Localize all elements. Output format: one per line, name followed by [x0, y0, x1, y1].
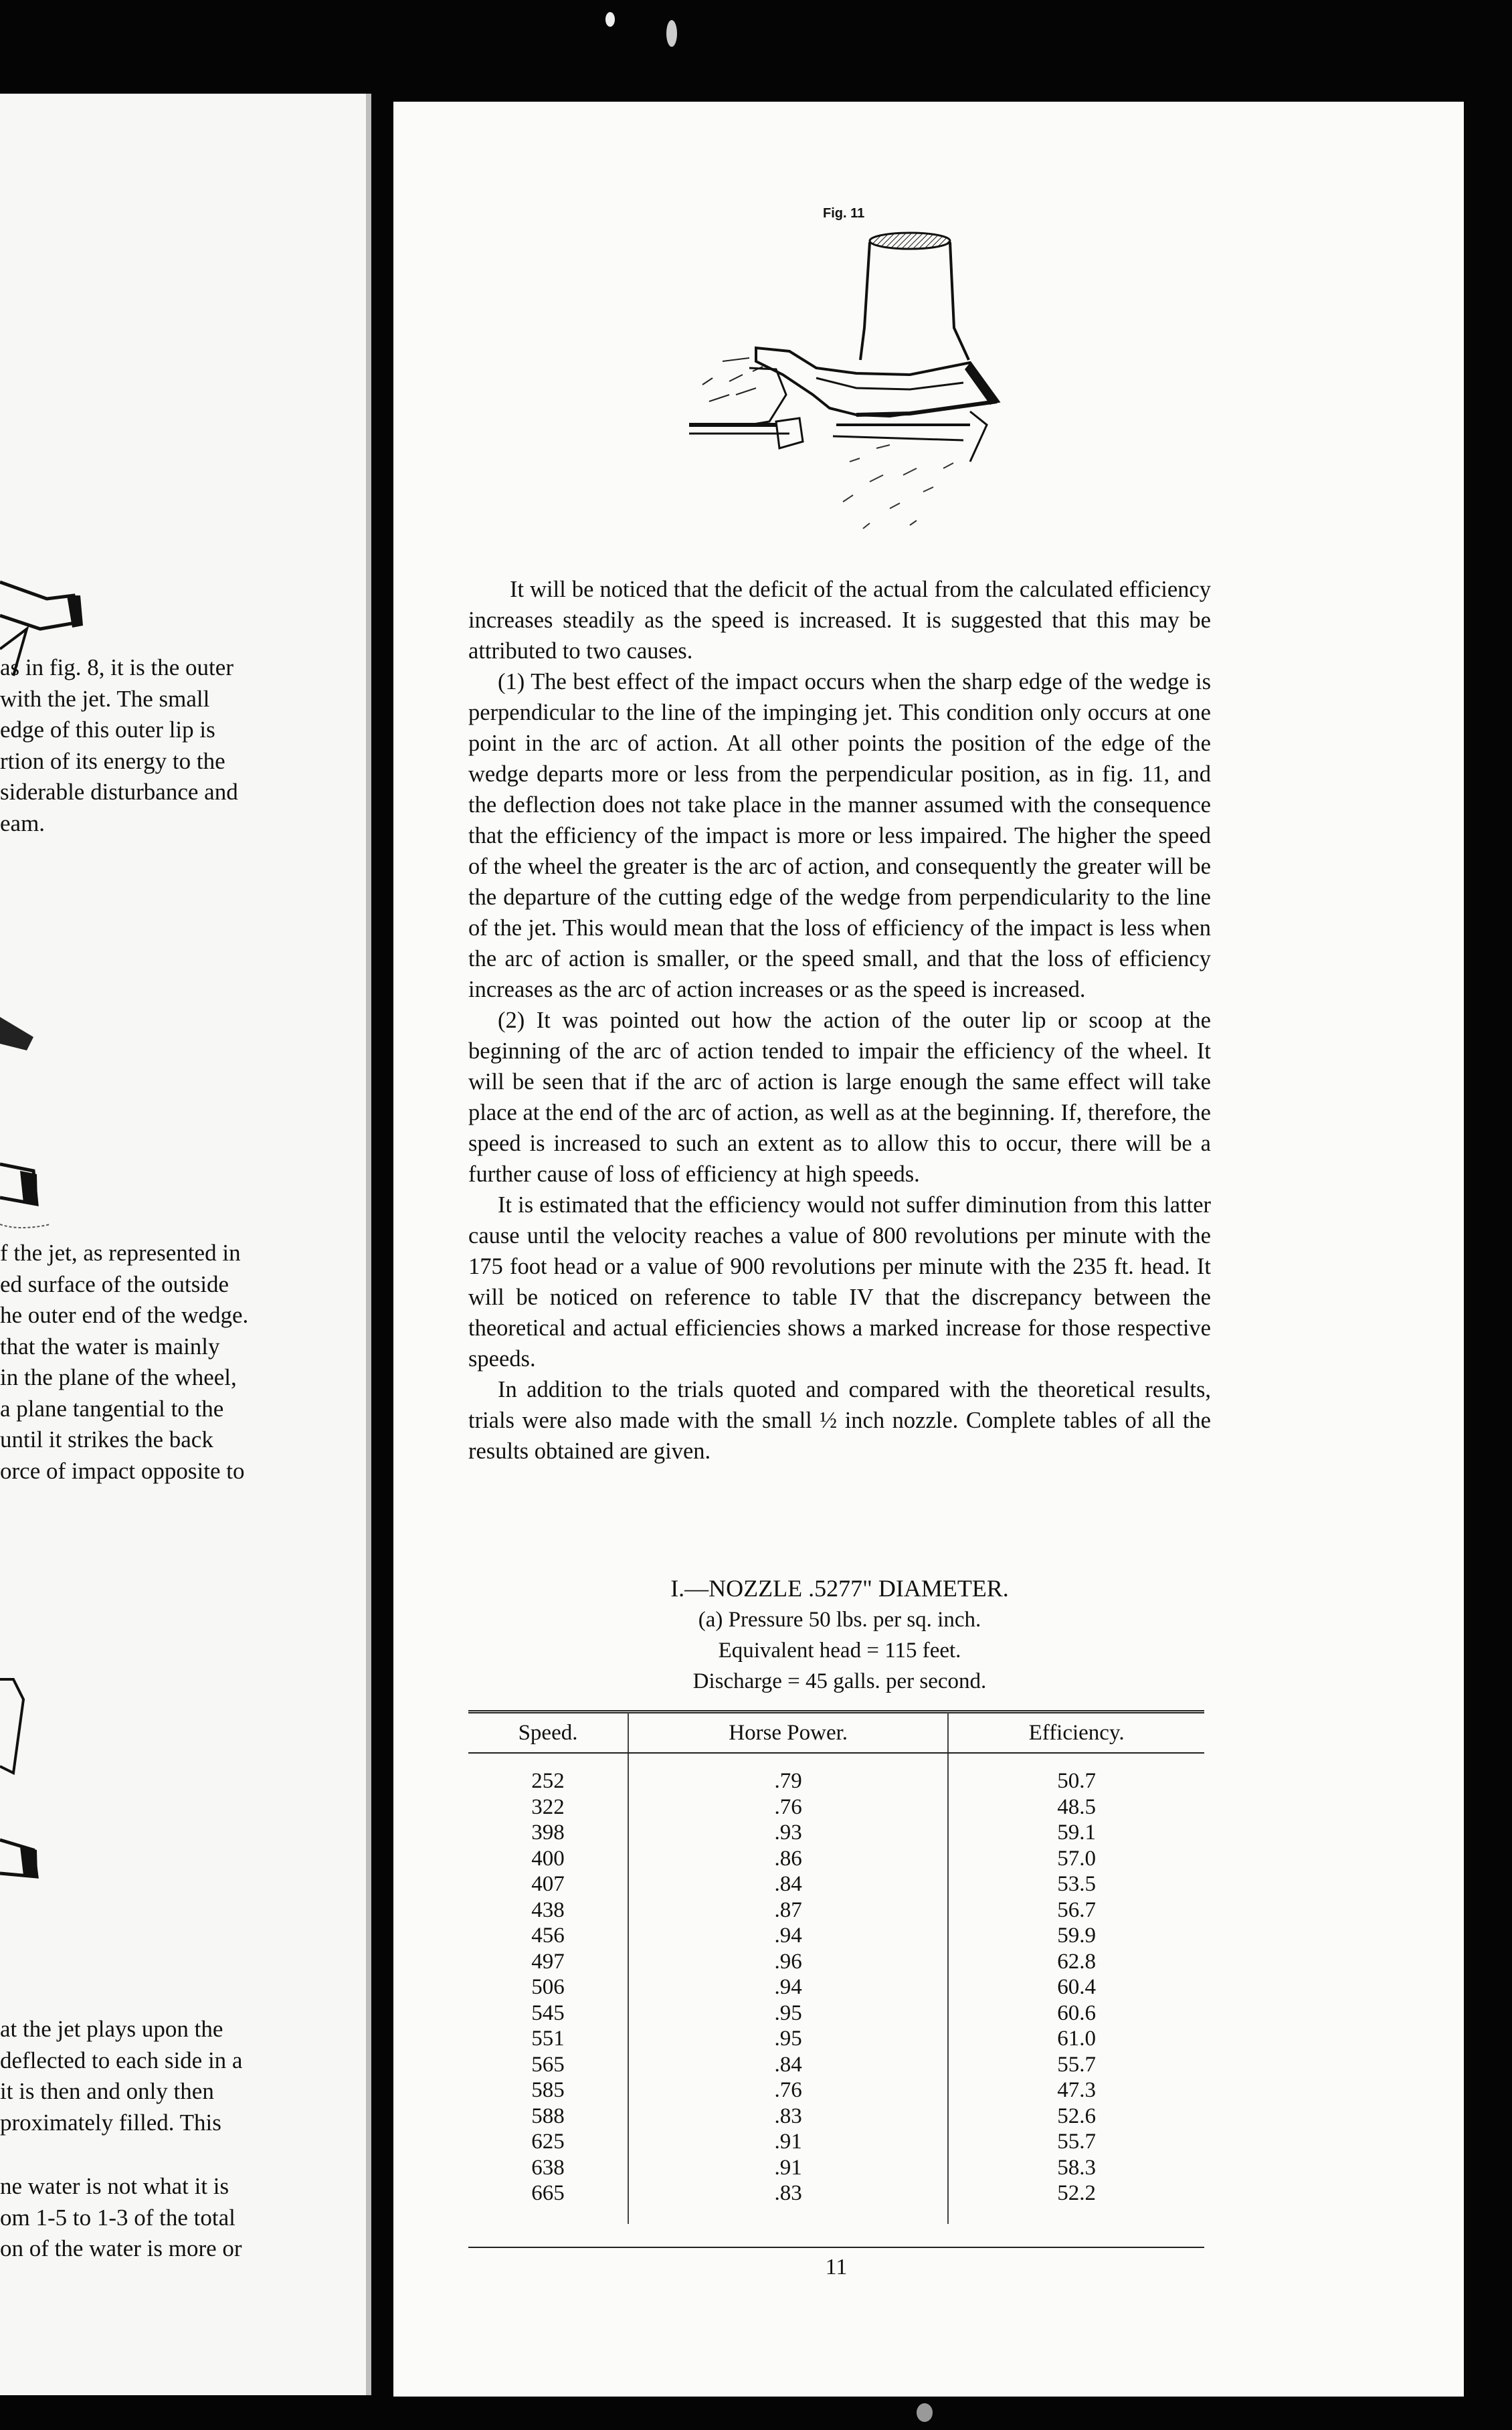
cell-efficiency: 50.7	[948, 1753, 1204, 1794]
facing-line: until it strikes the back	[0, 1426, 213, 1453]
facing-text-block-d	[0, 2171, 242, 2265]
cell-speed: 400	[531, 1846, 565, 1871]
cell-efficiency: 57.0	[948, 1846, 1204, 1872]
scan-speck	[605, 12, 615, 27]
cell-efficiency: 60.4	[948, 1974, 1204, 2000]
column-header-speed: Speed.	[468, 1713, 628, 1753]
table-body	[468, 1753, 1204, 2224]
cell-horse-power: .86	[628, 1846, 948, 1872]
table-row	[468, 1820, 1204, 1846]
table-condition-pressure: (a) Pressure 50 lbs. per sq. inch.	[698, 1608, 981, 1632]
cell-speed: 438	[531, 1897, 565, 1922]
cell-speed: 398	[531, 1820, 565, 1845]
cell-efficiency: 59.9	[948, 1923, 1204, 1949]
facing-line: eam.	[0, 810, 45, 836]
cell-speed: 585	[531, 2078, 565, 2102]
cell-efficiency: 56.7	[948, 1897, 1204, 1924]
cell-efficiency: 62.8	[948, 1949, 1204, 1975]
table-row	[468, 2155, 1204, 2181]
cell-speed: 407	[531, 1872, 565, 1896]
figure-label: Fig. 11	[823, 206, 865, 221]
column-header-horse-power: Horse Power.	[628, 1713, 948, 1753]
paragraph: It is estimated that the efficiency would not suffer diminution from this latter cause until the velocity reaches a value of 800 revolutions per minute with the 175 foot head or a value of 900 revolutions per minute with the 235 ft. head. It will be noticed on reference to table IV that the discrepancy between the theoretical and actual efficiencies shows a marked increase for those respective speeds.	[468, 1192, 1211, 1372]
paragraph: (1) The best effect of the impact occurs when the sharp edge of the wedge is perpendicular to the line of the impinging jet. This condition only occurs at one point in the arc of action. At all other points the position of the edge of the wedge departs more or less from the perpendicular position, as in fig. 11, and the deflection does not take place in the manner assumed with the consequence that the efficiency of the impact is more or less impaired. The higher the speed of the wheel the greater is the arc of action, and consequently the greater will be the departure of the cutting edge of the wedge from perpendicularity to the line of the jet. This would mean that the loss of efficiency of the impact is less when the arc of action is smaller, or the speed small, and that the loss of efficiency increases as the arc of action increases or as the speed is increased.	[468, 669, 1211, 1002]
facing-line: ne water is not what it is	[0, 2173, 229, 2199]
facing-line: om 1-5 to 1-3 of the total	[0, 2204, 235, 2231]
cell-speed: 565	[531, 2052, 565, 2077]
table-heading	[468, 1572, 1211, 1697]
facing-line: on of the water is more or	[0, 2235, 242, 2261]
cell-efficiency: 55.7	[948, 2129, 1204, 2155]
page-number: 11	[825, 2255, 848, 2279]
facing-line: rtion of its energy to the	[0, 747, 225, 774]
table-row	[468, 1974, 1204, 2000]
facing-figure-fragment-c	[0, 1673, 54, 1927]
paragraph: (2) It was pointed out how the action of the outer lip or scoop at the beginning of the arc of action tended to impair the efficiency of the wheel. It will be seen that if the arc of action is large enough the same effect will take place at the end of the arc of action, as well as at the beginning. If, therefore, the speed is increased to such an extent as to allow this to occur, there will be a further cause of loss of efficiency at high speeds.	[468, 1008, 1211, 1187]
table-condition-head: Equivalent head = 115 feet.	[718, 1639, 961, 1663]
facing-line: deflected to each side in a	[0, 2047, 243, 2073]
cell-speed: 456	[531, 1924, 565, 1948]
cell-efficiency: 52.2	[948, 2180, 1204, 2224]
facing-line: at the jet plays upon the	[0, 2016, 223, 2042]
cell-speed: 252	[531, 1769, 565, 1793]
figure-drawing	[689, 194, 1024, 555]
table-row	[468, 1794, 1204, 1820]
table-row	[468, 2104, 1204, 2130]
table-title: I.—NOZZLE .5277" DIAMETER.	[670, 1575, 1009, 1602]
cell-efficiency: 52.6	[948, 2104, 1204, 2130]
cell-speed: 588	[531, 2104, 565, 2128]
facing-line: as in fig. 8, it is the outer	[0, 654, 233, 680]
wedge-jet-figure	[689, 194, 1024, 555]
facing-line: f the jet, as represented in	[0, 1240, 241, 1266]
table-row	[468, 1846, 1204, 1872]
cell-horse-power: .93	[628, 1820, 948, 1846]
facing-line: a plane tangential to the	[0, 1395, 224, 1422]
cell-speed: 625	[531, 2130, 565, 2154]
table-row	[468, 2180, 1204, 2224]
cell-efficiency: 55.7	[948, 2052, 1204, 2078]
facing-page	[0, 94, 371, 2395]
cell-speed: 551	[531, 2027, 565, 2051]
facing-text-block-a	[0, 652, 238, 839]
cell-horse-power: .95	[628, 2000, 948, 2027]
facing-text-block-c	[0, 2014, 242, 2138]
cell-horse-power: .76	[628, 1794, 948, 1820]
facing-line: that the water is mainly	[0, 1333, 220, 1360]
cell-speed: 322	[531, 1794, 565, 1819]
facing-figure-fragment-b	[0, 1004, 67, 1271]
facing-line: in the plane of the wheel,	[0, 1364, 237, 1390]
cell-efficiency: 60.6	[948, 2000, 1204, 2027]
cell-efficiency: 59.1	[948, 1820, 1204, 1846]
paragraph: It will be noticed that the deficit of the actual from the calculated efficiency increases steadily as the speed is increased. It is suggested that this may be attributed to two causes.	[468, 577, 1211, 664]
cell-horse-power: .83	[628, 2104, 948, 2130]
facing-line: he outer end of the wedge.	[0, 1302, 249, 1328]
cell-horse-power: .95	[628, 2026, 948, 2052]
cell-horse-power: .94	[628, 1974, 948, 2000]
column-header-efficiency: Efficiency.	[948, 1713, 1204, 1753]
page-gutter	[366, 94, 371, 2395]
table-row	[468, 1949, 1204, 1975]
cell-speed: 545	[531, 2000, 565, 2025]
facing-line: edge of this outer lip is	[0, 717, 215, 743]
cell-horse-power: .76	[628, 2077, 948, 2104]
cell-horse-power: .79	[628, 1753, 948, 1794]
cell-efficiency: 48.5	[948, 1794, 1204, 1820]
cell-efficiency: 53.5	[948, 1871, 1204, 1897]
scan-speck	[666, 20, 677, 47]
cell-horse-power: .91	[628, 2155, 948, 2181]
cell-horse-power: .84	[628, 2052, 948, 2078]
facing-line: it is then and only then	[0, 2078, 214, 2104]
table-row	[468, 2026, 1204, 2052]
table-row	[468, 2129, 1204, 2155]
facing-line: proximately filled. This	[0, 2109, 221, 2136]
results-table	[468, 1713, 1204, 2224]
cell-speed: 638	[531, 2155, 565, 2180]
cell-speed: 665	[531, 2181, 565, 2205]
cell-horse-power: .96	[628, 1949, 948, 1975]
table-row	[468, 1897, 1204, 1924]
facing-line: orce of impact opposite to	[0, 1457, 245, 1484]
cell-efficiency: 61.0	[948, 2026, 1204, 2052]
table-row	[468, 1753, 1204, 1794]
cell-efficiency: 47.3	[948, 2077, 1204, 2104]
table-row	[468, 2052, 1204, 2078]
cell-efficiency: 58.3	[948, 2155, 1204, 2181]
facing-line: with the jet. The small	[0, 685, 210, 712]
scan-speck	[917, 2403, 933, 2422]
cell-horse-power: .84	[628, 1871, 948, 1897]
table-header-row	[468, 1713, 1204, 1753]
cell-horse-power: .94	[628, 1923, 948, 1949]
cell-horse-power: .83	[628, 2180, 948, 2224]
table-bottom-rule	[468, 2247, 1204, 2248]
facing-text-block-b	[0, 1238, 248, 1487]
cell-horse-power: .87	[628, 1897, 948, 1924]
body-text	[468, 574, 1211, 1467]
table-row	[468, 1871, 1204, 1897]
table-row	[468, 2000, 1204, 2027]
cell-horse-power: .91	[628, 2129, 948, 2155]
table-row	[468, 1923, 1204, 1949]
facing-line: ed surface of the outside	[0, 1271, 229, 1297]
cell-speed: 497	[531, 1949, 565, 1974]
facing-line: siderable disturbance and	[0, 779, 238, 805]
table-condition-discharge: Discharge = 45 galls. per second.	[692, 1669, 987, 1693]
cell-speed: 506	[531, 1975, 565, 1999]
table-row	[468, 2077, 1204, 2104]
paragraph: In addition to the trials quoted and compared with the theoretical results, trials were also made with the small ½ inch nozzle. Complete tables of all the results obtained are given.	[468, 1377, 1211, 1464]
